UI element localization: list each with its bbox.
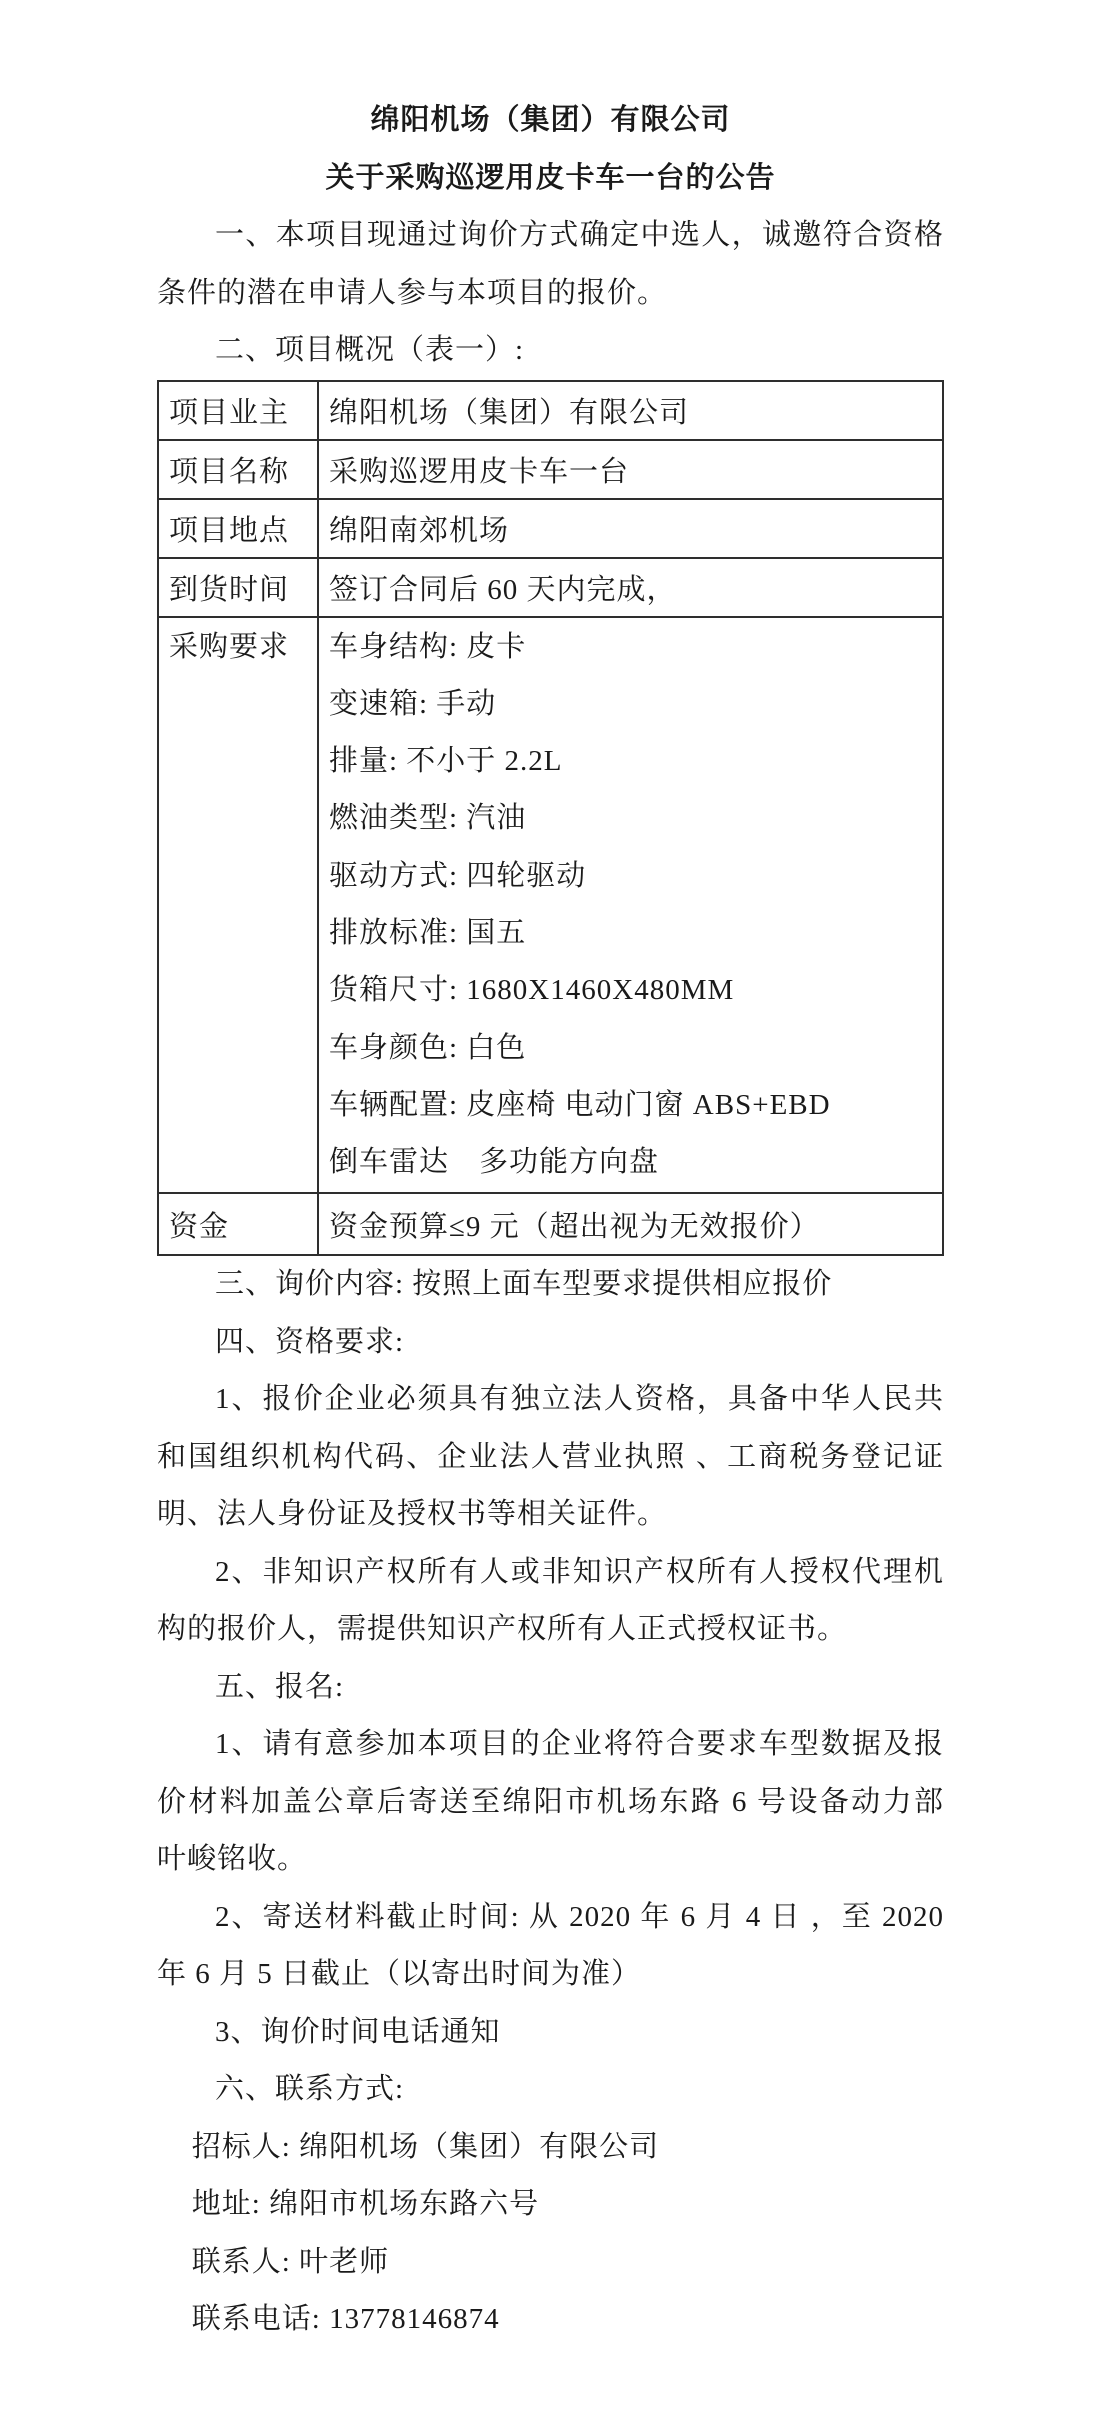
signup-item-2: 2、寄送材料截止时间: 从 2020 年 6 月 4 日 ，至 2020 年 6 月 5 日截止（以寄出时间为准） — [157, 1900, 944, 1991]
requirement-line: 驱动方式: 四轮驱动 — [329, 859, 587, 892]
document-title: 绵阳机场（集团）有限公司 — [370, 104, 731, 136]
contact-person: 联系人: 叶老师 — [191, 2245, 390, 2278]
row-value-project-name: 采购巡逻用皮卡车一台 — [318, 440, 943, 499]
row-value-owner: 绵阳机场（集团）有限公司 — [318, 381, 943, 440]
qualification-heading: 四、资格要求: — [215, 1325, 405, 1358]
row-value-requirements — [318, 617, 943, 1194]
contact-bidder: 招标人: 绵阳机场（集团）有限公司 — [191, 2130, 660, 2163]
contact-phone: 联系电话: 13778146874 — [191, 2303, 500, 2336]
requirement-line: 车身颜色: 白色 — [329, 1031, 527, 1064]
qualification-item-2: 2、非知识产权所有人或非知识产权所有人授权代理机构的报价人，需提供知识产权所有人正式授权证书。 — [157, 1555, 944, 1646]
row-label-funds: 资金 — [158, 1193, 318, 1255]
contact-heading: 六、联系方式: — [215, 2073, 405, 2106]
requirement-line: 燃油类型: 汽油 — [329, 802, 527, 835]
inquiry-paragraph: 三、询价内容: 按照上面车型要求提供相应报价 — [215, 1268, 833, 1301]
row-value-delivery-time: 签订合同后 60 天内完成， — [318, 558, 943, 617]
row-label-owner: 项目业主 — [158, 381, 318, 440]
requirement-line: 变速箱: 手动 — [329, 687, 497, 720]
row-label-delivery-time: 到货时间 — [158, 558, 318, 617]
requirement-line: 车身结构: 皮卡 — [329, 630, 527, 663]
row-value-location: 绵阳南郊机场 — [318, 499, 943, 558]
requirement-line: 车辆配置: 皮座椅 电动门窗 ABS+EBD — [329, 1088, 831, 1121]
qualification-item-1: 1、报价企业必须具有独立法人资格，具备中华人民共和国组织机构代码、企业法人营业执照 、工商税务登记证明、法人身份证及授权书等相关证件。 — [157, 1383, 944, 1531]
requirement-line: 排放标准: 国五 — [329, 916, 527, 949]
table-row-delivery-time — [158, 558, 943, 617]
requirement-line: 货箱尺寸: 1680X1460X480MM — [329, 974, 735, 1007]
signup-item-1: 1、请有意参加本项目的企业将符合要求车型数据及报价材料加盖公章后寄送至绵阳市机场东路 6 号设备动力部 叶峻铭收。 — [157, 1728, 975, 1876]
project-overview-table — [157, 380, 944, 1257]
requirement-line: 排量: 不小于 2.2L — [329, 745, 563, 778]
table-row-requirements — [158, 617, 943, 1194]
row-label-project-name: 项目名称 — [158, 440, 318, 499]
signup-item-3: 3、询价时间电话通知 — [215, 2015, 501, 2048]
row-value-funds: 资金预算≤9 元（超出视为无效报价） — [318, 1193, 943, 1255]
signup-heading: 五、报名: — [215, 1670, 345, 1703]
requirement-line: 倒车雷达 多功能方向盘 — [329, 1146, 660, 1179]
row-label-location: 项目地点 — [158, 499, 318, 558]
overview-heading: 二、项目概况（表一）: — [215, 334, 525, 366]
intro-paragraph: 一、本项目现通过询价方式确定中选人，诚邀符合资格条件的潜在申请人参与本项目的报价。 — [157, 219, 944, 309]
table-row-project-name — [158, 440, 943, 499]
document-subtitle: 关于采购巡逻用皮卡车一台的公告 — [325, 161, 776, 194]
row-label-requirements: 采购要求 — [158, 617, 318, 1194]
contact-address: 地址: 绵阳市机场东路六号 — [191, 2188, 540, 2221]
table-row-owner — [158, 381, 943, 440]
table-row-location — [158, 499, 943, 558]
table-row-funds — [158, 1193, 943, 1255]
